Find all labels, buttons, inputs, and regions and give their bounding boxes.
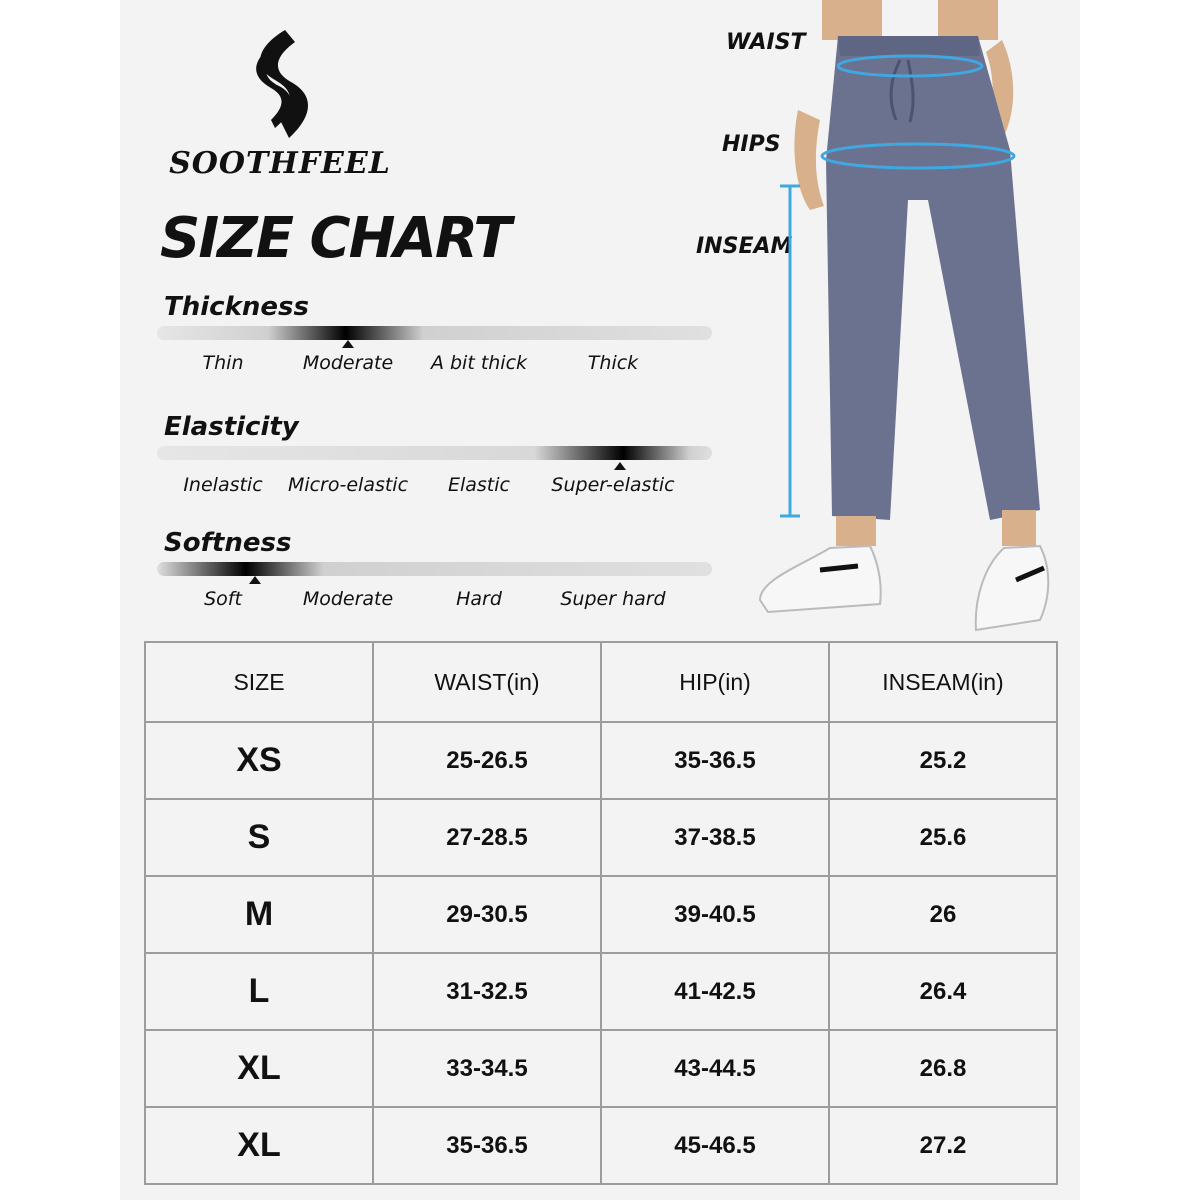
table-row	[145, 1107, 1057, 1184]
elasticity-label-inelastic: Inelastic	[183, 474, 263, 496]
softness-label-super-hard: Super hard	[560, 588, 666, 610]
header-hip: HIP(in)	[601, 642, 829, 722]
size-cell: XS	[145, 722, 373, 799]
softness-heading: Softness	[164, 528, 292, 558]
page-title: SIZE CHART	[160, 206, 510, 271]
size-cell: S	[145, 799, 373, 876]
thickness-label-thick: Thick	[587, 352, 639, 374]
elasticity-label-super-elastic: Super-elastic	[551, 474, 675, 496]
elasticity-indicator-icon	[614, 462, 626, 470]
softness-label-hard: Hard	[456, 588, 502, 610]
s-logo-icon	[245, 28, 315, 140]
inseam-cell: 25.2	[829, 722, 1057, 799]
elasticity-label-micro-elastic: Micro-elastic	[287, 474, 409, 496]
header-size: SIZE	[145, 642, 373, 722]
hip-cell: 37-38.5	[601, 799, 829, 876]
table-row	[145, 799, 1057, 876]
thickness-scale-bar	[157, 326, 712, 340]
waist-label: WAIST	[726, 30, 806, 55]
thickness-label-thin: Thin	[202, 352, 244, 374]
header-inseam: INSEAM(in)	[829, 642, 1057, 722]
table-header-row	[145, 642, 1057, 722]
softness-scale-bar	[157, 562, 712, 576]
hip-cell: 45-46.5	[601, 1107, 829, 1184]
table-row	[145, 953, 1057, 1030]
inseam-cell: 26	[829, 876, 1057, 953]
hip-cell: 43-44.5	[601, 1030, 829, 1107]
table-row	[145, 722, 1057, 799]
hip-cell: 41-42.5	[601, 953, 829, 1030]
waist-cell: 29-30.5	[373, 876, 601, 953]
softness-label-soft: Soft	[204, 588, 242, 610]
inseam-cell: 26.8	[829, 1030, 1057, 1107]
table-row	[145, 876, 1057, 953]
hip-cell: 35-36.5	[601, 722, 829, 799]
inseam-cell: 26.4	[829, 953, 1057, 1030]
inseam-cell: 27.2	[829, 1107, 1057, 1184]
waist-cell: 33-34.5	[373, 1030, 601, 1107]
inseam-label: INSEAM	[696, 234, 793, 259]
header-waist: WAIST(in)	[373, 642, 601, 722]
thickness-indicator-icon	[342, 340, 354, 348]
waist-cell: 35-36.5	[373, 1107, 601, 1184]
size-cell: M	[145, 876, 373, 953]
waist-cell: 31-32.5	[373, 953, 601, 1030]
thickness-label-moderate: Moderate	[302, 352, 394, 374]
softness-indicator-icon	[249, 576, 261, 584]
elasticity-heading: Elasticity	[164, 412, 299, 442]
table-row	[145, 1030, 1057, 1107]
softness-label-moderate: Moderate	[302, 588, 394, 610]
inseam-cell: 25.6	[829, 799, 1057, 876]
hip-cell: 39-40.5	[601, 876, 829, 953]
size-cell: XL	[145, 1107, 373, 1184]
size-table	[144, 641, 1058, 1185]
waist-cell: 25-26.5	[373, 722, 601, 799]
hips-label: HIPS	[722, 132, 781, 157]
brand-name: SOOTHFEEL	[169, 146, 391, 181]
thickness-label-a-bit-thick: A bit thick	[430, 352, 528, 374]
waist-cell: 27-28.5	[373, 799, 601, 876]
elasticity-scale-bar	[157, 446, 712, 460]
size-cell: XL	[145, 1030, 373, 1107]
thickness-heading: Thickness	[164, 292, 309, 322]
size-cell: L	[145, 953, 373, 1030]
model-pants-illustration	[740, 0, 1070, 640]
elasticity-label-elastic: Elastic	[447, 474, 510, 496]
